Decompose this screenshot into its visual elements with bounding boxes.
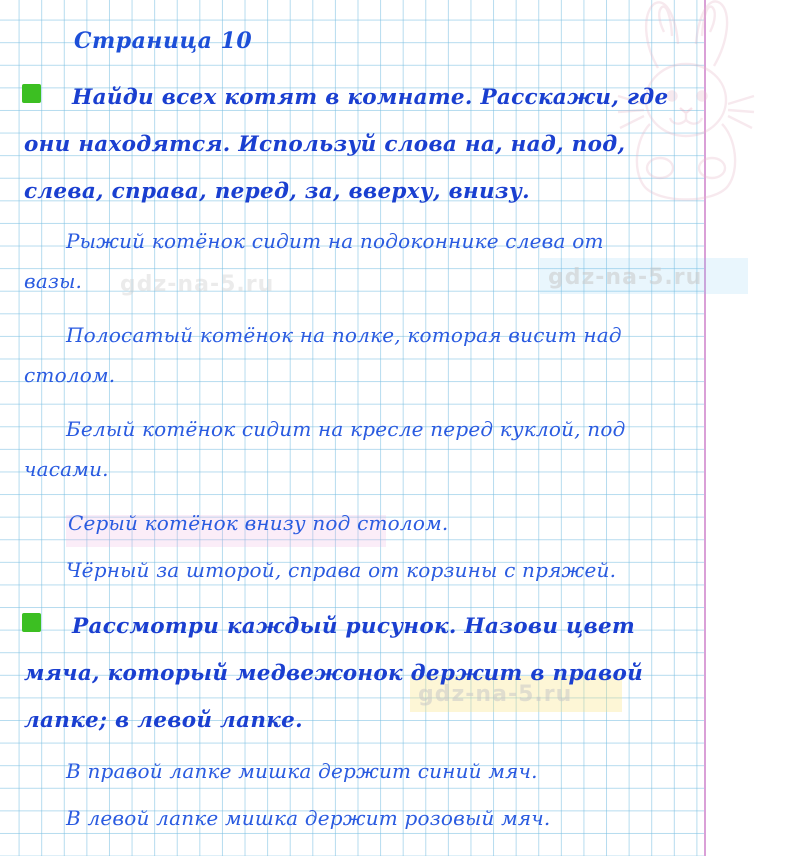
exercise-2-task-line-2: мяча, который медвежонок держит в правой bbox=[24, 661, 644, 686]
exercise-1-answer-line-2: вазы. bbox=[24, 269, 83, 293]
page-margin-strip bbox=[704, 0, 800, 856]
margin-rule-line bbox=[704, 0, 706, 856]
exercise-2-answer-line-2: В левой лапке мишка держит розовый мяч. bbox=[66, 806, 551, 830]
exercise-1-answer-line-6: часами. bbox=[24, 457, 109, 481]
site-watermark: gdz-na-5.ru bbox=[120, 272, 275, 297]
exercise-1-answer-line-1: Рыжий котёнок сидит на подоконнике слева от bbox=[66, 229, 604, 253]
exercise-2-task-line-1: Рассмотри каждый рисунок. Назови цвет bbox=[72, 614, 636, 639]
exercise-1-answer-line-3: Полосатый котёнок на полке, которая висит над bbox=[66, 323, 622, 347]
exercise-1-task-line-2: они находятся. Используй слова на, над, под, bbox=[24, 132, 626, 157]
exercise-marker-1 bbox=[22, 84, 41, 103]
exercise-1-answer-line-4: столом. bbox=[24, 363, 116, 387]
site-watermark: gdz-na-5.ru bbox=[548, 265, 703, 290]
exercise-2-answer-line-1: В правой лапке мишка держит синий мяч. bbox=[66, 759, 538, 783]
exercise-1-task-line-3: слева, справа, перед, за, вверху, внизу. bbox=[24, 179, 530, 204]
page-title: Страница 10 bbox=[74, 28, 253, 54]
exercise-1-task-line-1: Найди всех котят в комнате. Расскажи, где bbox=[72, 85, 669, 110]
site-watermark: gdz-na-5.ru bbox=[418, 682, 573, 707]
exercise-1-answer-line-5: Белый котёнок сидит на кресле перед куклой, под bbox=[66, 417, 626, 441]
exercise-2-task-line-3: лапке; в левой лапке. bbox=[24, 708, 303, 733]
exercise-1-answer-line-7: Серый котёнок внизу под столом. bbox=[68, 511, 449, 535]
exercise-marker-2 bbox=[22, 613, 41, 632]
exercise-1-answer-line-8: Чёрный за шторой, справа от корзины с пряжей. bbox=[66, 558, 617, 582]
